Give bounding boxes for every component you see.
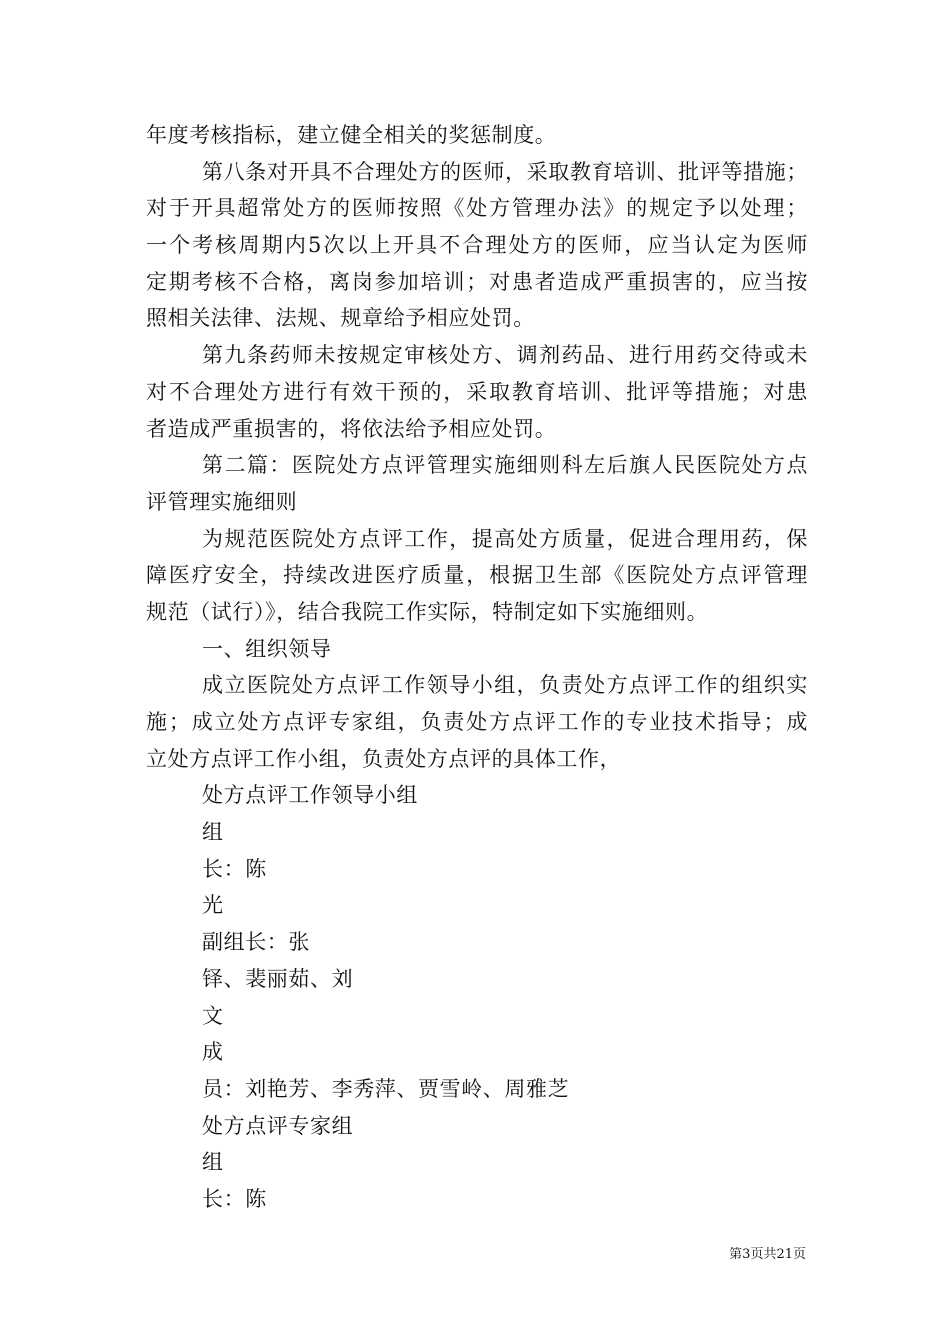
text-line: 者造成严重损害的，将依法给予相应处罚。	[146, 416, 557, 441]
text-line: 文	[202, 1003, 224, 1028]
text-line: 成	[202, 1040, 224, 1065]
page-number-label: 第3页共21页	[729, 1247, 806, 1262]
text-line: 障医疗安全，持续改进医疗质量，根据卫生部《医院处方点评管理	[146, 563, 808, 588]
text-line: 立处方点评工作小组，负责处方点评的具体工作，	[146, 746, 622, 771]
text-line: 光	[202, 893, 224, 918]
text-line: 第八条对开具不合理处方的医师，采取教育培训、批评等措施；	[202, 159, 808, 184]
text-line: 一个考核周期内5次以上开具不合理处方的医师，应当认定为医师	[146, 233, 808, 258]
text-line: 第九条药师未按规定审核处方、调剂药品、进行用药交待或未	[202, 343, 808, 368]
text-line: 年度考核指标，建立健全相关的奖惩制度。	[146, 123, 557, 147]
text-line: 组	[202, 1150, 224, 1175]
text-line: 为规范医院处方点评工作，提高处方质量，促进合理用药，保	[202, 526, 808, 551]
text-line: 定期考核不合格，离岗参加培训；对患者造成严重损害的，应当按	[146, 269, 808, 294]
section-heading-line: 评管理实施细则	[146, 489, 298, 514]
text-line: 规范（试行）》，结合我院工作实际，特制定如下实施细则。	[146, 599, 709, 624]
text-line: 成立医院处方点评工作领导小组，负责处方点评工作的组织实	[202, 673, 808, 698]
text-line: 长：陈	[202, 1186, 267, 1211]
group-title-line: 处方点评专家组	[202, 1113, 354, 1138]
subheading-line: 一、组织领导	[202, 636, 332, 661]
text-line: 对不合理处方进行有效干预的，采取教育培训、批评等措施；对患	[146, 379, 808, 404]
document-body	[146, 117, 808, 1218]
text-line: 长：陈	[202, 856, 267, 881]
text-line: 对于开具超常处方的医师按照《处方管理办法》的规定予以处理；	[146, 196, 808, 221]
text-line: 副组长：张	[202, 930, 310, 955]
text-line: 照相关法律、法规、规章给予相应处罚。	[146, 306, 535, 331]
text-line: 铎、裴丽茹、刘	[202, 966, 354, 991]
text-line: 施；成立处方点评专家组，负责处方点评工作的专业技术指导；成	[146, 710, 808, 734]
section-heading-line: 第二篇：医院处方点评管理实施细则科左后旗人民医院处方点	[202, 453, 808, 478]
group-title-line: 处方点评工作领导小组	[202, 783, 418, 808]
text-line: 组	[202, 820, 224, 845]
text-line: 员：刘艳芳、李秀萍、贾雪岭、周雅芝	[202, 1076, 570, 1101]
